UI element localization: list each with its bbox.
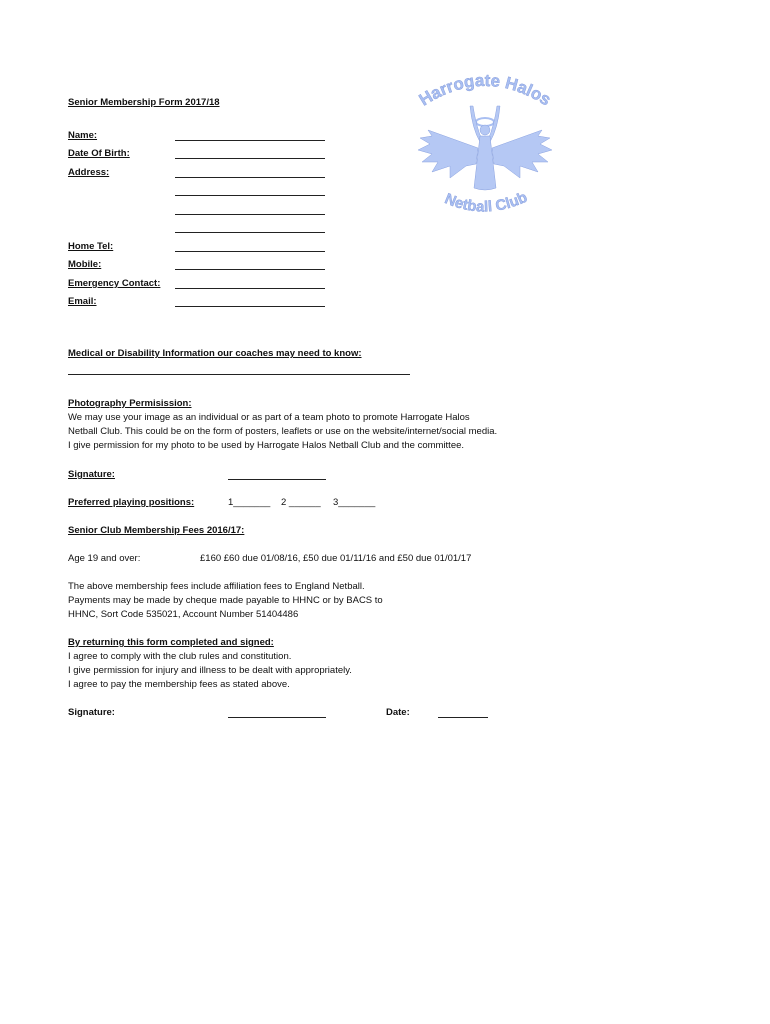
home-tel-label: Home Tel: xyxy=(68,241,114,252)
photo-text-line-1: We may use your image as an individual or as part of a team photo to promote Harrogate Halos xyxy=(68,412,470,423)
agreement-line-1: I agree to comply with the club rules and constitution. xyxy=(68,651,292,662)
photo-heading: Photography Permisission: xyxy=(68,398,192,409)
signature-label: Signature: xyxy=(68,469,115,480)
email-label: Email: xyxy=(68,296,97,307)
dob-field[interactable] xyxy=(175,158,325,159)
medical-heading: Medical or Disability Information our coaches may need to know: xyxy=(68,348,362,359)
medical-field[interactable] xyxy=(68,374,410,375)
mobile-field[interactable] xyxy=(175,269,325,270)
dob-label: Date Of Birth: xyxy=(68,148,130,159)
emergency-contact-label: Emergency Contact: xyxy=(68,278,161,289)
agreement-line-3: I agree to pay the membership fees as stated above. xyxy=(68,679,290,690)
date-field[interactable] xyxy=(438,717,488,718)
form-title: Senior Membership Form 2017/18 xyxy=(68,97,220,108)
fees-text-line-1: The above membership fees include affiliation fees to England Netball. xyxy=(68,581,365,592)
position-3-field[interactable]: 3_______ xyxy=(333,497,376,508)
fees-text-line-3: HHNC, Sort Code 535021, Account Number 51404486 xyxy=(68,609,299,620)
mobile-label: Mobile: xyxy=(68,259,102,270)
address-label: Address: xyxy=(68,167,110,178)
club-logo xyxy=(410,70,560,235)
name-label: Name: xyxy=(68,130,98,141)
agreement-heading: By returning this form completed and signed: xyxy=(68,637,274,648)
logo-top-text: Harrogate Halos xyxy=(415,70,555,110)
position-2-field[interactable]: 2 ______ xyxy=(281,497,321,508)
photo-text-line-2: Netball Club. This could be on the form of posters, leaflets or use on the website/internet/social media. xyxy=(68,426,498,437)
address-field-line-3[interactable] xyxy=(175,214,325,215)
final-signature-field[interactable] xyxy=(228,717,326,718)
final-signature-label: Signature: xyxy=(68,707,115,718)
date-label: Date: xyxy=(386,707,410,718)
email-field[interactable] xyxy=(175,306,325,307)
emergency-contact-field[interactable] xyxy=(175,288,325,289)
fees-text-line-2: Payments may be made by cheque made payable to HHNC or by BACS to xyxy=(68,595,383,606)
address-field-line-1[interactable] xyxy=(175,177,325,178)
agreement-line-2: I give permission for injury and illness to be dealt with appropriately. xyxy=(68,665,352,676)
fees-heading: Senior Club Membership Fees 2016/17: xyxy=(68,525,245,536)
logo-bottom-text: Netball Club xyxy=(442,188,530,216)
halo-figure-icon xyxy=(418,106,552,190)
home-tel-field[interactable] xyxy=(175,251,325,252)
address-field-line-2[interactable] xyxy=(175,195,325,196)
fees-age-label: Age 19 and over: xyxy=(68,553,141,564)
positions-label: Preferred playing positions: xyxy=(68,497,195,508)
address-field-line-4[interactable] xyxy=(175,232,325,233)
name-field[interactable] xyxy=(175,140,325,141)
position-1-field[interactable]: 1_______ xyxy=(228,497,271,508)
fees-amount: £160 £60 due 01/08/16, £50 due 01/11/16 and £50 due 01/01/17 xyxy=(200,553,472,564)
signature-field[interactable] xyxy=(228,479,326,480)
photo-text-line-3: I give permission for my photo to be used by Harrogate Halos Netball Club and the committee. xyxy=(68,440,465,451)
